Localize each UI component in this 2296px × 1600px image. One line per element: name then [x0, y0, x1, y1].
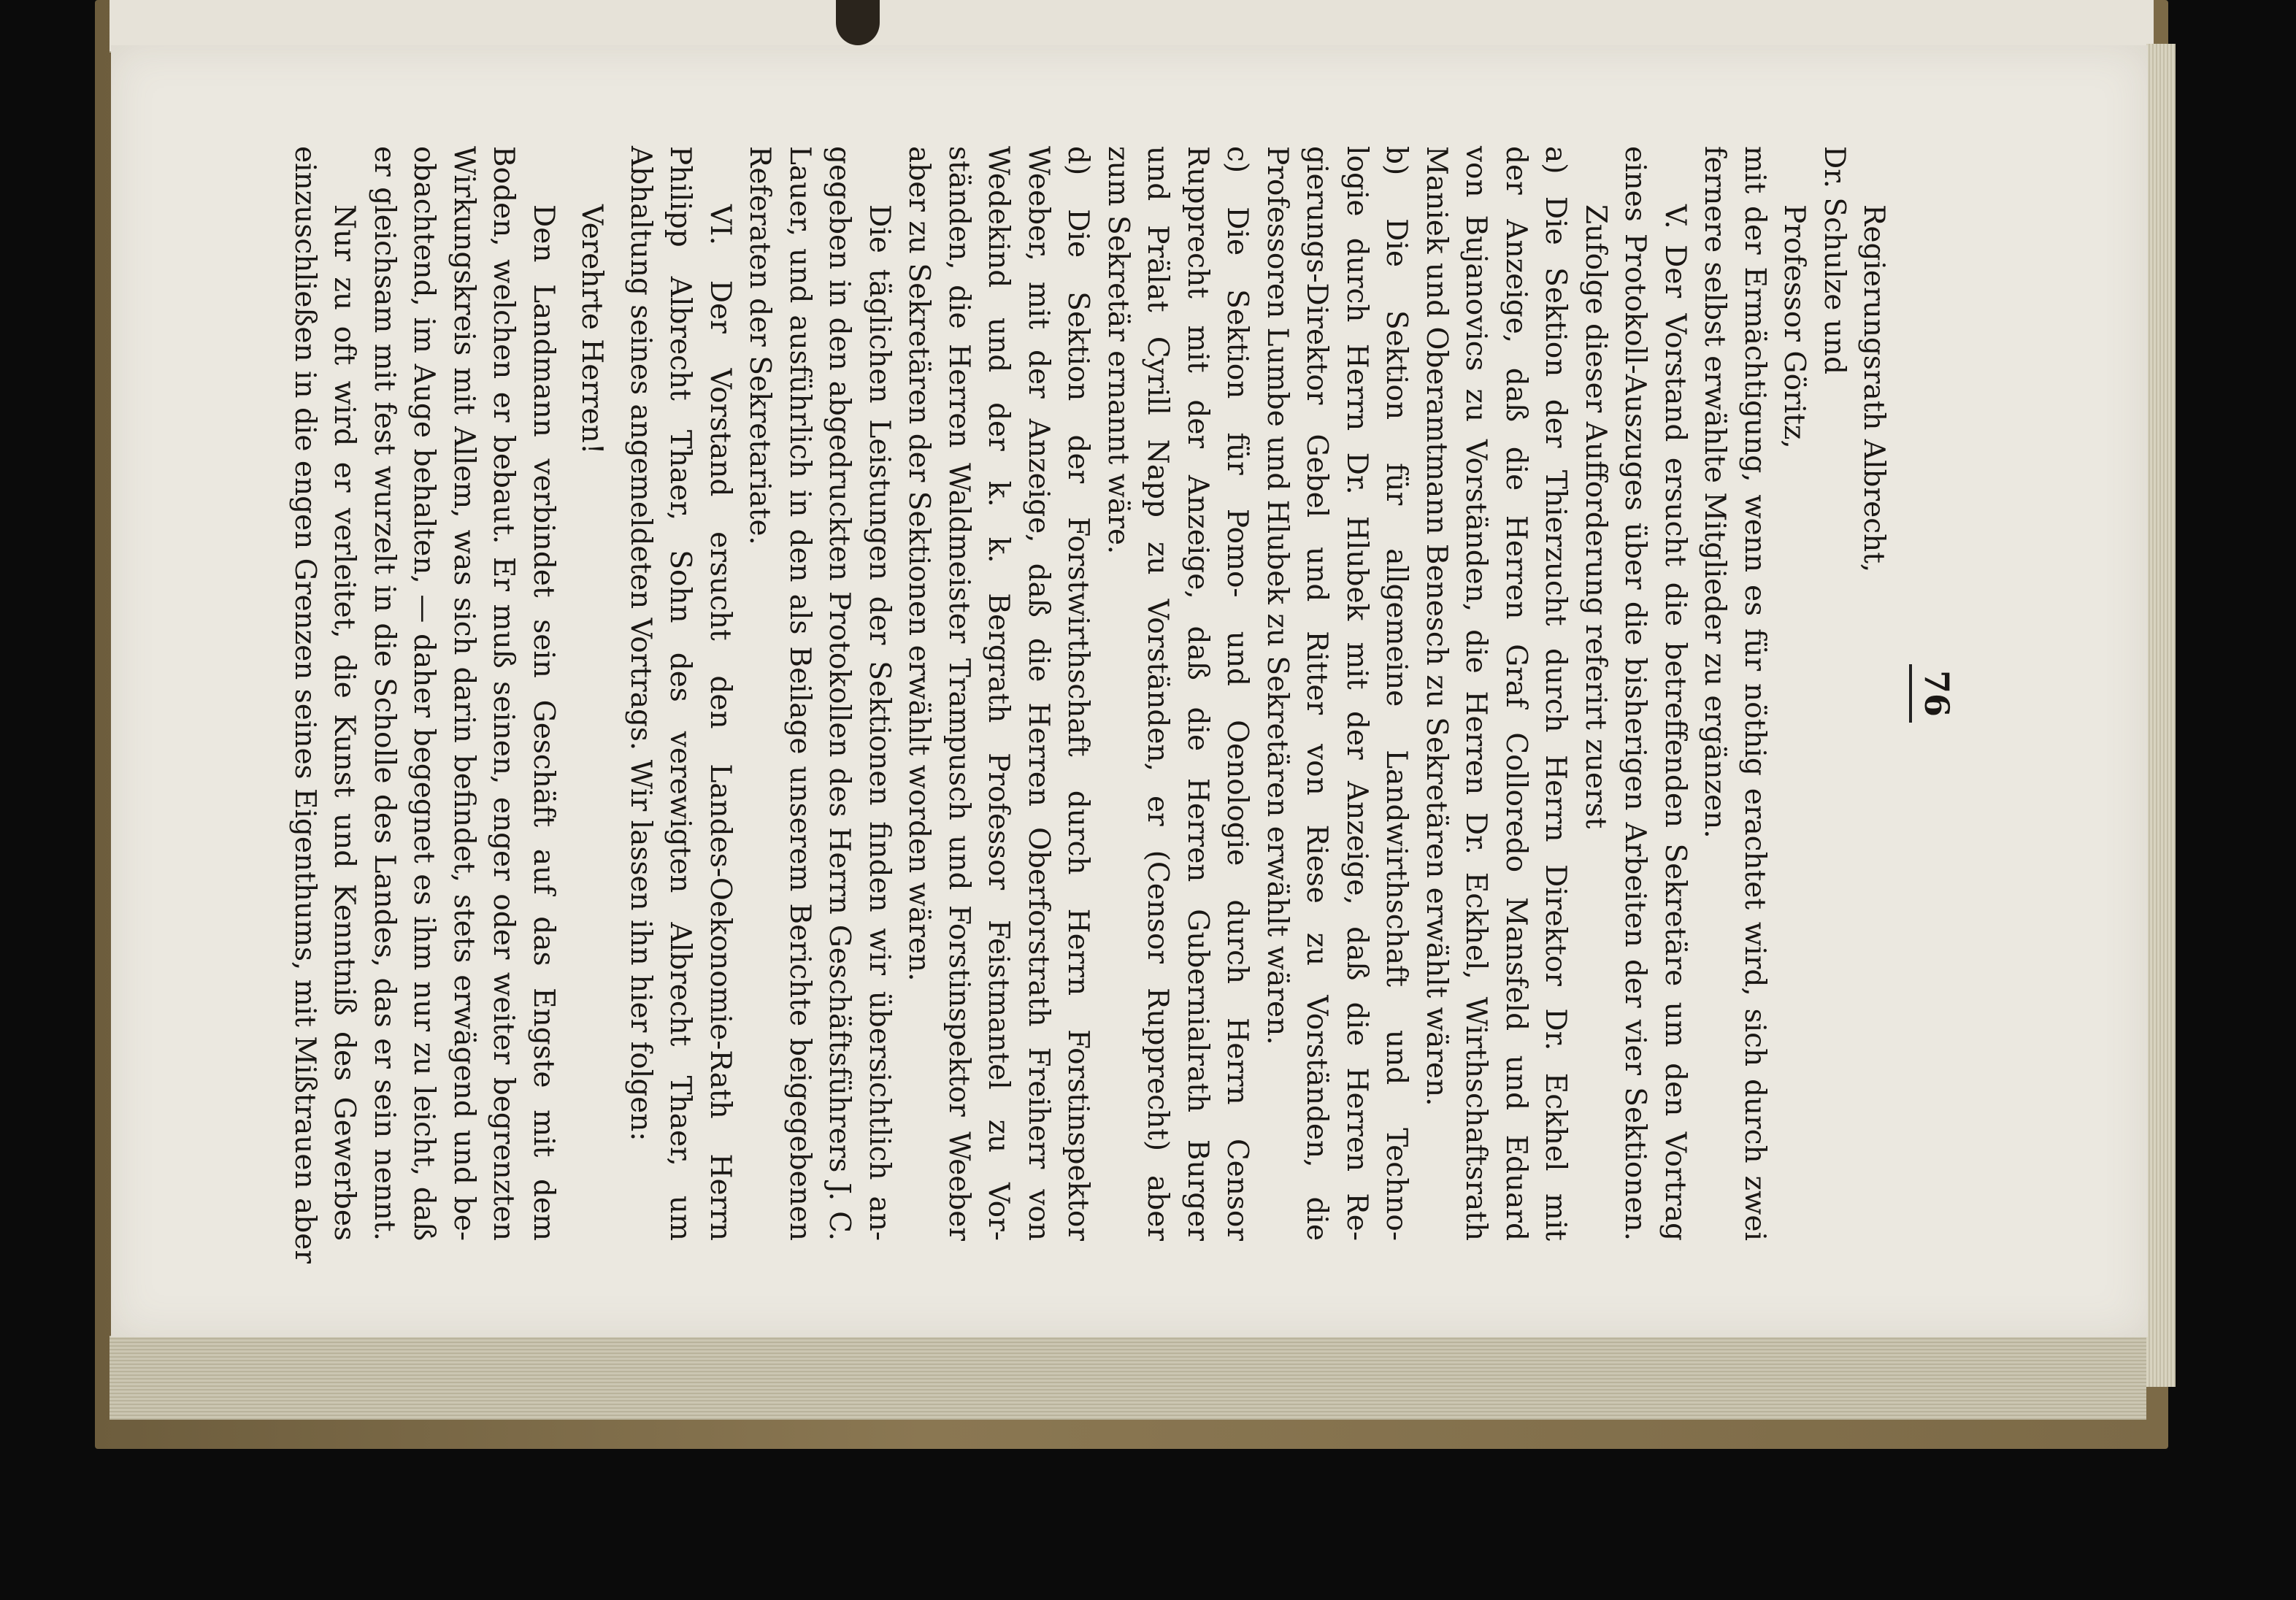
text-line: Rupprecht mit der Anzeige, daß die Herren Gubernialrath Burger	[1181, 146, 1214, 1241]
text-line: V. Der Vorstand ersucht die betreffenden Sekretäre um den Vortrag	[1659, 204, 1692, 1241]
text-line: und Prälat Cyrill Napp zu Vorständen, er (Censor Rupprecht) aber	[1141, 146, 1175, 1241]
text-line: a) Die Sektion der Thierzucht durch Herrn Direktor Dr. Eckhel mit	[1539, 146, 1573, 1241]
text-line: Referaten der Sekretariate.	[743, 146, 777, 545]
text-line: Zufolge dieser Aufforderung referirt zuerst	[1579, 204, 1612, 829]
text-line: Professor Göritz,	[1778, 204, 1811, 449]
text-line: d) Die Sektion der Forstwirthschaft durch Herrn Forstinspektor	[1061, 146, 1095, 1241]
text-line: obachtend, im Auge behalten, — daher begegnet es ihm nur zu leicht, daß	[407, 146, 441, 1241]
text-line: logie durch Herrn Dr. Hlubek mit der Anzeige, daß die Herren Re-	[1340, 146, 1373, 1241]
text-line: Nur zu oft wird er verleitet, die Kunst und Kenntniß des Gewerbes	[328, 204, 361, 1241]
text-line: Den Landmann verbindet sein Geschäft auf das Engste mit dem	[527, 204, 560, 1241]
text-line: zum Sekretär ernannt wäre.	[1102, 146, 1134, 555]
text-line: Weeber, mit der Anzeige, daß die Herren Oberforstrath Freiherr von	[1022, 146, 1055, 1241]
text-line: gegeben in den abgedruckten Protokollen des Herrn Geschäftsführers J. C.	[823, 146, 856, 1241]
text-line: fernere selbst erwählte Mitglieder zu ergänzen.	[1698, 146, 1732, 839]
text-line: einzuschließen in die engen Grenzen seines Eigenthums, mit Mißtrauen aber	[288, 146, 321, 1264]
text-line: Philipp Albrecht Thaer, Sohn des verewigten Albrecht Thaer, um	[664, 146, 697, 1241]
text-line: von Bujanovics zu Vorständen, die Herren Dr. Eckhel, Wirthschaftsrath	[1459, 146, 1493, 1241]
text-line: Die täglichen Leistungen der Sektionen finden wir übersichtlich an-	[863, 204, 896, 1241]
text-line: Professoren Lumbe und Hlubek zu Sekretären erwählt wären.	[1261, 146, 1294, 1045]
header-rule	[1910, 664, 1913, 723]
text-line: Wedekind und der k. k. Bergrath Professor Feistmantel zu Vor-	[982, 146, 1015, 1241]
text-line: er gleichsam mit fest wurzelt in die Scholle des Landes, das er sein nennt.	[368, 146, 401, 1241]
text-line: Lauer, und ausführlich in den als Beilage unserem Berichte beigegebenen	[783, 146, 816, 1241]
text-lines	[285, 146, 1894, 1264]
page-number: 76	[1917, 669, 1957, 717]
bookmark-ribbon	[836, 0, 880, 45]
text-line: Regierungsrath Albrecht,	[1857, 204, 1891, 573]
text-line: Abhaltung seines angemeldeten Vortrags. Wir lassen ihn hier folgen:	[624, 146, 657, 1142]
page-text-body	[288, 146, 1957, 1264]
text-line: Boden, welchen er bebaut. Er muß seinen, enger oder weiter begrenzten	[487, 146, 521, 1241]
text-line: Maniek und Oberamtmann Benesch zu Sekretären erwählt wären.	[1420, 146, 1453, 1107]
text-line: VI. Der Vorstand ersucht den Landes-Oekonomie-Rath Herrn	[704, 204, 737, 1241]
text-line: Wirkungskreis mit Allem, was sich darin befindet, stets erwägend und be-	[448, 146, 480, 1241]
text-line: b) Die Sektion für allgemeine Landwirthschaft und Techno-	[1380, 146, 1413, 1241]
text-line: gierungs-Direktor Gebel und Ritter von Riese zu Vorständen, die	[1300, 146, 1334, 1241]
text-line: aber zu Sekretären der Sektionen erwählt worden wären.	[902, 146, 936, 982]
text-line: mit der Ermächtigung, wenn es für nöthig erachtet wird, sich durch zwei	[1738, 146, 1771, 1241]
text-line: der Anzeige, daß die Herren Graf Colloredo Mansfeld und Eduard	[1500, 146, 1532, 1241]
text-line: Dr. Schulze und	[1818, 146, 1851, 374]
text-line: ständen, die Herren Waldmeister Trampusch und Forstinspektor Weeber	[942, 146, 975, 1241]
text-line: c) Die Sektion für Pomo- und Oenologie durch Herrn Censor	[1221, 146, 1254, 1241]
page-block-edge-bottom	[110, 1336, 2146, 1420]
text-line: Verehrte Herren!	[575, 204, 609, 455]
page-block-edge-right	[2146, 44, 2176, 1387]
text-line: eines Protokoll-Auszuges über die bisherigen Arbeiten der vier Sektionen.	[1619, 146, 1652, 1241]
